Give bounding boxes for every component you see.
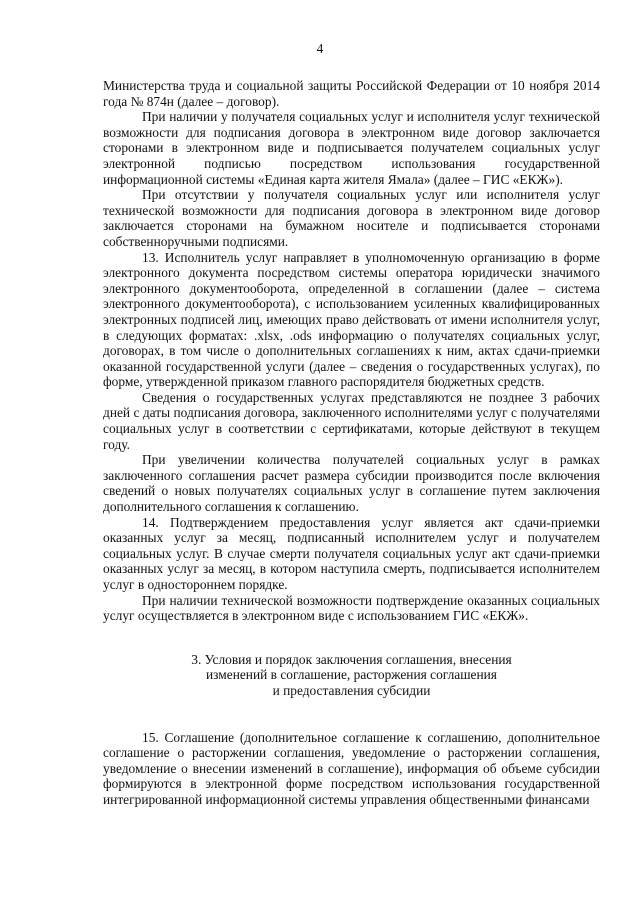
document-body bbox=[103, 78, 600, 808]
section-heading-line: 3. Условия и порядок заключения соглашения, внесения bbox=[191, 651, 512, 667]
paragraph-electronic-contract: При наличии у получателя социальных услуг и исполнителя услуг технической возможности для подписания договора в электронном виде договор заключается сторонами в электронном виде и подписывается получателем социальных услуг электронной подписью посредством использования государственной информационной системы «Единая карта жителя Ямала» (далее – ГИС «ЕКЖ»). bbox=[103, 109, 600, 187]
paragraph-paper-contract: При отсутствии у получателя социальных услуг или исполнителя услуг технической возможности для подписания договора в электронном виде договор заключается сторонами на бумажном носителе и подписывается сторонами собственноручными подписями. bbox=[103, 187, 600, 249]
paragraph-electronic-confirmation: При наличии технической возможности подтверждение оказанных социальных услуг осуществляется в электронном виде с использованием ГИС «ЕКЖ». bbox=[103, 592, 600, 624]
paragraph-item-14: 14. Подтверждением предоставления услуг является акт сдачи-приемки оказанных услуг за месяц, подписанный исполнителем услуг и получателем социальных услуг. В случае смерти получателя социальных услуг акт сдачи-приемки оказанных услуг за месяц, в котором наступила смерть, подписывается исполнителем услуг в одностороннем порядке. bbox=[103, 514, 600, 592]
page-number: 4 bbox=[316, 41, 324, 56]
paragraph-item-13: 13. Исполнитель услуг направляет в уполномоченную организацию в форме электронного документа посредством системы оператора юридически значимого электронного документооборота, определенной в соглашении (далее – система электронного документооборота), с использованием усиленных квалифицированных электронных подписей лиц, имеющих право действовать от имени исполнителя услуг, в следующих форматах: .xlsx, .ods информацию о получателях социальных услуг, договорах, в том числе о дополнительных соглашениях к ним, актах сдачи-приемки оказанной государственной услуги (далее – сведения о государственных услугах), по форме, утвержденной приказом главного распорядителя бюджетных средств. bbox=[103, 249, 600, 390]
paragraph-item-15: 15. Соглашение (дополнительное соглашение к соглашению, дополнительное соглашение о расторжении соглашения, уведомление о расторжении соглашения, уведомление о внесении изменений в соглашение), информация об объеме субсидии формируются в электронной форме посредством использования государственной интегрированной информационной системы управления общественными финансами bbox=[103, 729, 600, 807]
paragraph-recipient-increase: При увеличении количества получателей социальных услуг в рамках заключенного соглашения расчет размера субсидии производится после включения сведений о новых получателях социальных услуг в соглашение путем заключения дополнительного соглашения к соглашению. bbox=[103, 452, 600, 515]
paragraph-continuation: Министерства труда и социальной защиты Российской Федерации от 10 ноября 2014 года № 874н (далее – договор). bbox=[103, 78, 600, 109]
section-heading-line: изменений в соглашение, расторжения соглашения bbox=[206, 667, 497, 683]
paragraph-service-info-deadline: Сведения о государственных услугах представляются не позднее 3 рабочих дней с даты подписания договора, заключенного исполнителями услуг с получателями социальных услуг в соответствии с сертификатами, которые действуют в текущем году. bbox=[103, 389, 600, 452]
section-heading-line: и предоставления субсидии bbox=[272, 682, 431, 698]
section-heading bbox=[103, 652, 600, 699]
